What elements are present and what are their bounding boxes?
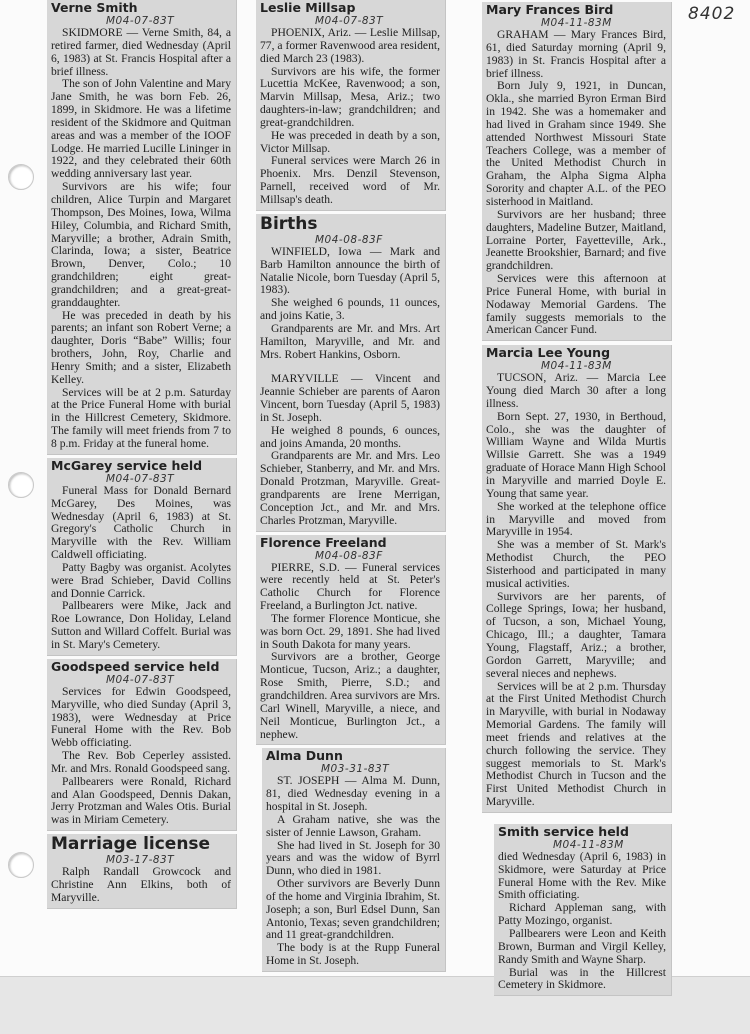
clipping-paragraph: The son of John Valentine and Mary Jane Smith, he was born Feb. 26, 1899, in Skidmore. He was a lifetime resident of the Skidmore and Quitman areas and was a member of the IOOF Lodge. He married Lucille Lininger in 1922, and they celebrated their 60th wedding anniversary last year. — [51, 77, 231, 181]
clipping-paragraph: MARYVILLE — Vincent and Jeannie Schieber are parents of Aaron Vincent, born Tuesday (April 5, 1983) in St. Joseph. — [260, 372, 440, 424]
clipping-body — [51, 866, 231, 905]
clipping-body — [51, 686, 231, 827]
clipping-paragraph: PHOENIX, Ariz. — Leslie Millsap, 77, a former Ravenwood area resident, died March 23 (1983). — [260, 26, 440, 65]
column-right — [482, 2, 672, 996]
clipping-paragraph: She weighed 6 pounds, 11 ounces, and joins Katie, 3. — [260, 296, 440, 323]
clipping-paragraph: Survivors are her husband; three daughters, Madeline Butzer, Maitland, Lorraine Porter, Fayetteville, Ark., Jeanette Brookshier, Barnard; and five grandchildren. — [486, 207, 666, 273]
clipping-paragraph: PIERRE, S.D. — Funeral services were recently held at St. Peter's Catholic Church for Florence Freeland, a Burlington Jct. native. — [260, 560, 440, 613]
clipping-marriage-license — [47, 834, 237, 909]
clipping-heading: McGarey service held — [51, 457, 203, 473]
clipping-paragraph: WINFIELD, Iowa — Mark and Barb Hamilton announce the birth of Natalie Nicole, born Tuesday (April 5, 1983). — [260, 244, 440, 297]
clipping-paragraph: Funeral Mass for Donald Bernard McGarey, Des Moines, was Wednesday (April 6, 1983) at St. Gregory's Catholic Church in Maryville with the Rev. William Caldwell officiating. — [51, 483, 231, 562]
clipping-paragraph: He weighed 8 pounds, 6 ounces, and joins Amanda, 20 months. — [260, 423, 440, 450]
clipping-smith-service — [494, 824, 672, 996]
clipping-heading: Verne Smith — [51, 0, 138, 15]
clipping-paragraph: Survivors are her parents, of College Springs, Iowa; her husband, of Tucson, a son, Michael Young, Chicago, Ill.; a daughter, Tamara Young, Flagstaff, Ariz.; a brother, Gordon Garrett, Maryville; and several nieces and nephews. — [486, 589, 666, 680]
clipping-body — [51, 485, 231, 652]
clipping-heading: Florence Freeland — [260, 534, 387, 550]
clipping-paragraph: He was preceded in death by his parents; an infant son Robert Verne; a daughter, Doris “Babe” Willis; four brothers, John, Roy, Charlie and Henry Smith; and a sister, Elizabeth Kelley. — [51, 308, 231, 386]
punch-hole — [8, 472, 34, 498]
clipping-paragraph: A Graham native, she was the sister of Jennie Lawson, Graham. — [266, 812, 440, 839]
clipping-heading: Marcia Lee Young — [486, 345, 611, 361]
clipping-alma-dunn — [262, 748, 446, 972]
clipping-body — [260, 27, 440, 207]
clipping-leslie-millsap — [256, 0, 446, 211]
clipping-heading: Births — [260, 213, 318, 234]
clipping-paragraph: Pallbearers were Mike, Jack and Roe Lowrance, Don Holiday, Leland Sutton and Willard Coffelt. Burial was in St. Mary's Cemetery. — [51, 599, 231, 651]
clipping-paragraph: Richard Appleman sang, with Patty Mozingo, organist. — [498, 901, 666, 928]
clipping-paragraph: died Wednesday (April 6, 1983) in Skidmore, were Saturday at Price Funeral Home with the Rev. Mike Smith officiating. — [498, 849, 666, 902]
handwritten-date: M04-07-83T — [106, 15, 175, 27]
clipping-paragraph: Funeral services were March 26 in Phoenix. Mrs. Denzil Stevenson, Parnell, received word of Mr. Millsap's death. — [260, 154, 440, 206]
handwritten-date: M03-17-83T — [106, 854, 175, 867]
clipping-heading: Smith service held — [498, 823, 629, 839]
punch-hole — [8, 164, 34, 190]
clipping-paragraph: He was preceded in death by a son, Victor Millsap. — [260, 128, 440, 155]
clipping-paragraph: Other survivors are Beverly Dunn of the home and Virginia Ibrahim, St. Joseph; a son, Burl Edsel Dunn, San Antonio, Texas; seven grandchildren; and 11 great-grandchildren. — [266, 877, 440, 942]
clipping-mcgarey — [47, 458, 237, 656]
clipping-body — [260, 246, 440, 528]
clipping-paragraph: Ralph Randall Growcock and Christine Ann Elkins, both of Maryville. — [51, 865, 231, 904]
clipping-paragraph: She worked at the telephone office in Maryville and moved from Maryville in 1954. — [486, 499, 666, 539]
clipping-paragraph: Services were this afternoon at Price Funeral Home, with burial in Nodaway Memorial Gardens. The family suggests memorials to the American Cancer Fund. — [486, 272, 666, 337]
clipping-paragraph: Grandparents are Mr. and Mrs. Art Hamilton, Maryville, and Mr. and Mrs. Robert Hankins, Osborn. — [260, 321, 440, 361]
clipping-body — [498, 851, 666, 992]
clipping-body — [260, 562, 440, 742]
column-left — [47, 0, 237, 909]
clipping-paragraph: Pallbearers were Leon and Keith Brown, Burman and Virgil Kelley, Randy Smith and Wayne Sharp. — [498, 927, 666, 966]
clipping-paragraph: She had lived in St. Joseph for 30 years and was the widow of Byrrl Dunn, who died in 1981. — [266, 838, 440, 878]
clipping-heading: Goodspeed service held — [51, 658, 220, 674]
clipping-paragraph: SKIDMORE — Verne Smith, 84, a retired farmer, died Wednesday (April 6, 1983) at St. Francis Hospital after a brief illness. — [51, 26, 231, 78]
clipping-verne-smith — [47, 0, 237, 455]
clipping-paragraph: Survivors are a brother, George Monticue, Tucson, Ariz.; a daughter, Rose Smith, Pierre, S.D.; and grandchildren. Area survivors are Mrs. Carl Winell, Maryville, a niece, and Neil Monticue, Burlington Jct., a nephew. — [260, 650, 440, 741]
handwritten-date: M04-07-83T — [315, 15, 384, 27]
clipping-paragraph: ST. JOSEPH — Alma M. Dunn, 81, died Wednesday evening in a hospital in St. Joseph. — [266, 774, 440, 814]
clipping-body — [51, 27, 231, 451]
clipping-paragraph: Survivors are his wife; four children, Alice Turpin and Margaret Thompson, Des Moines, Iowa, Wilma Hiley, Columbia, and Richard Smith, Maryville; a brother, Adrain Smith, Clarinda, Iowa; a sister, Beatrice Brown, Denver, Colo.; 10 grandchildren; eight great-grandchildren; and a great-great-granddaughter. — [51, 180, 231, 309]
handwritten-date: M04-07-83T — [106, 472, 175, 485]
handwritten-date: M04-07-83T — [106, 673, 175, 686]
clipping-paragraph: The Rev. Bob Ceperley assisted. Mr. and Mrs. Ronald Goodspeed sang. — [51, 749, 231, 775]
clipping-paragraph: GRAHAM — Mary Frances Bird, 61, died Saturday morning (April 9, 1983) in St. Francis Hospital after a brief illness. — [486, 28, 666, 80]
handwritten-date: M03-31-83T — [321, 763, 390, 776]
clipping-paragraph: The former Florence Monticue, she was born Oct. 29, 1891. She had lived in South Dakota for many years. — [260, 611, 440, 651]
handwritten-date: M04-08-83F — [315, 549, 383, 562]
handwritten-date: M04-08-83F — [315, 233, 383, 246]
punch-hole — [8, 852, 34, 878]
clipping-mary-frances-bird — [482, 2, 672, 341]
clipping-paragraph: Patty Bagby was organist. Acolytes were Brad Schieber, David Collins and Donnie Carrick. — [51, 560, 231, 600]
clipping-paragraph: Services for Edwin Goodspeed, Maryville, who died Sunday (April 3, 1983), were Wednesday at Price Funeral Home with the Rev. Bob Webb officiating. — [51, 684, 231, 750]
clipping-paragraph: Pallbearers were Ronald, Richard and Alan Goodspeed, Dennis Dakan, Jerry Protzman and Wales Otis. Burial was in Miriam Cemetery. — [51, 774, 231, 827]
clipping-paragraph: TUCSON, Ariz. — Marcia Lee Young died March 30 after a long illness. — [486, 371, 666, 410]
clipping-heading: Leslie Millsap — [260, 0, 356, 15]
column-middle — [256, 0, 446, 972]
clipping-paragraph: Grandparents are Mr. and Mrs. Leo Schieber, Stanberry, and Mr. and Mrs. Donald Protzman, Maryville. Great-grandparents are Irene Merrigan, Conception Jct., and Mr. and Mrs. Charles Protzman, Maryville. — [260, 449, 440, 527]
handwritten-date: M04-11-83M — [541, 17, 612, 29]
clipping-florence-freeland — [256, 535, 446, 746]
clipping-heading: Marriage license — [51, 834, 211, 855]
clipping-births — [256, 214, 446, 532]
clipping-paragraph: Services will be at 2 p.m. Thursday at the First United Methodist Church in Maryville, with burial in Nodaway Memorial Gardens. The family will meet friends and relatives at the church following the service. They suggest memorials to St. Mark's Methodist Church in Tucson and the First United Methodist Church in Maryville. — [486, 679, 666, 809]
clipping-paragraph: The body is at the Rupp Funeral Home in St. Joseph. — [266, 941, 440, 968]
handwritten-date: M04-11-83M — [553, 838, 624, 851]
handwritten-page-number: 8402 — [688, 4, 736, 24]
clipping-goodspeed — [47, 659, 237, 831]
clipping-paragraph: Born Sept. 27, 1930, in Berthoud, Colo., she was the daughter of William Wayne and Wilda Murtis Willsie Garrett. She was a 1949 graduate of Horace Mann High School in Maryville and married Doyle E. Young that same year. — [486, 409, 666, 500]
clipping-heading: Mary Frances Bird — [486, 2, 614, 17]
clipping-paragraph: Survivors are his wife, the former Lucettia McKee, Ravenwood; a son, Marvin Millsap, Mesa, Ariz.; two daughters-in-law; grandchildren; and great-grandchildren. — [260, 64, 440, 129]
clipping-body — [266, 775, 440, 968]
clipping-heading: Alma Dunn — [266, 748, 343, 764]
clipping-paragraph: Services will be at 2 p.m. Saturday at the Price Funeral Home with burial in the Hillcrest Cemetery, Skidmore. The family will meet friends from 7 to 8 p.m. Friday at the funeral home. — [51, 385, 231, 450]
clipping-body — [486, 29, 666, 337]
clipping-marcia-lee-young — [482, 345, 672, 813]
handwritten-date: M04-11-83M — [541, 360, 612, 373]
clipping-paragraph: Burial was in the Hillcrest Cemetery in Skidmore. — [498, 965, 666, 992]
clipping-paragraph: She was a member of St. Mark's Methodist Church, the PEO Sisterhood and participated in many musical activities. — [486, 538, 666, 590]
clipping-paragraph: Born July 9, 1921, in Duncan, Okla., she married Byron Erman Bird in 1942. She was a homemaker and had lived in Graham since 1949. She attended Northwest Missouri State Teachers College, was a member of the United Methodist Church in Graham, the Alpha Sigma Alpha Sorority and chapter A.L. of the PEO sisterhood in Maitland. — [486, 79, 666, 208]
clipping-body — [486, 372, 666, 809]
